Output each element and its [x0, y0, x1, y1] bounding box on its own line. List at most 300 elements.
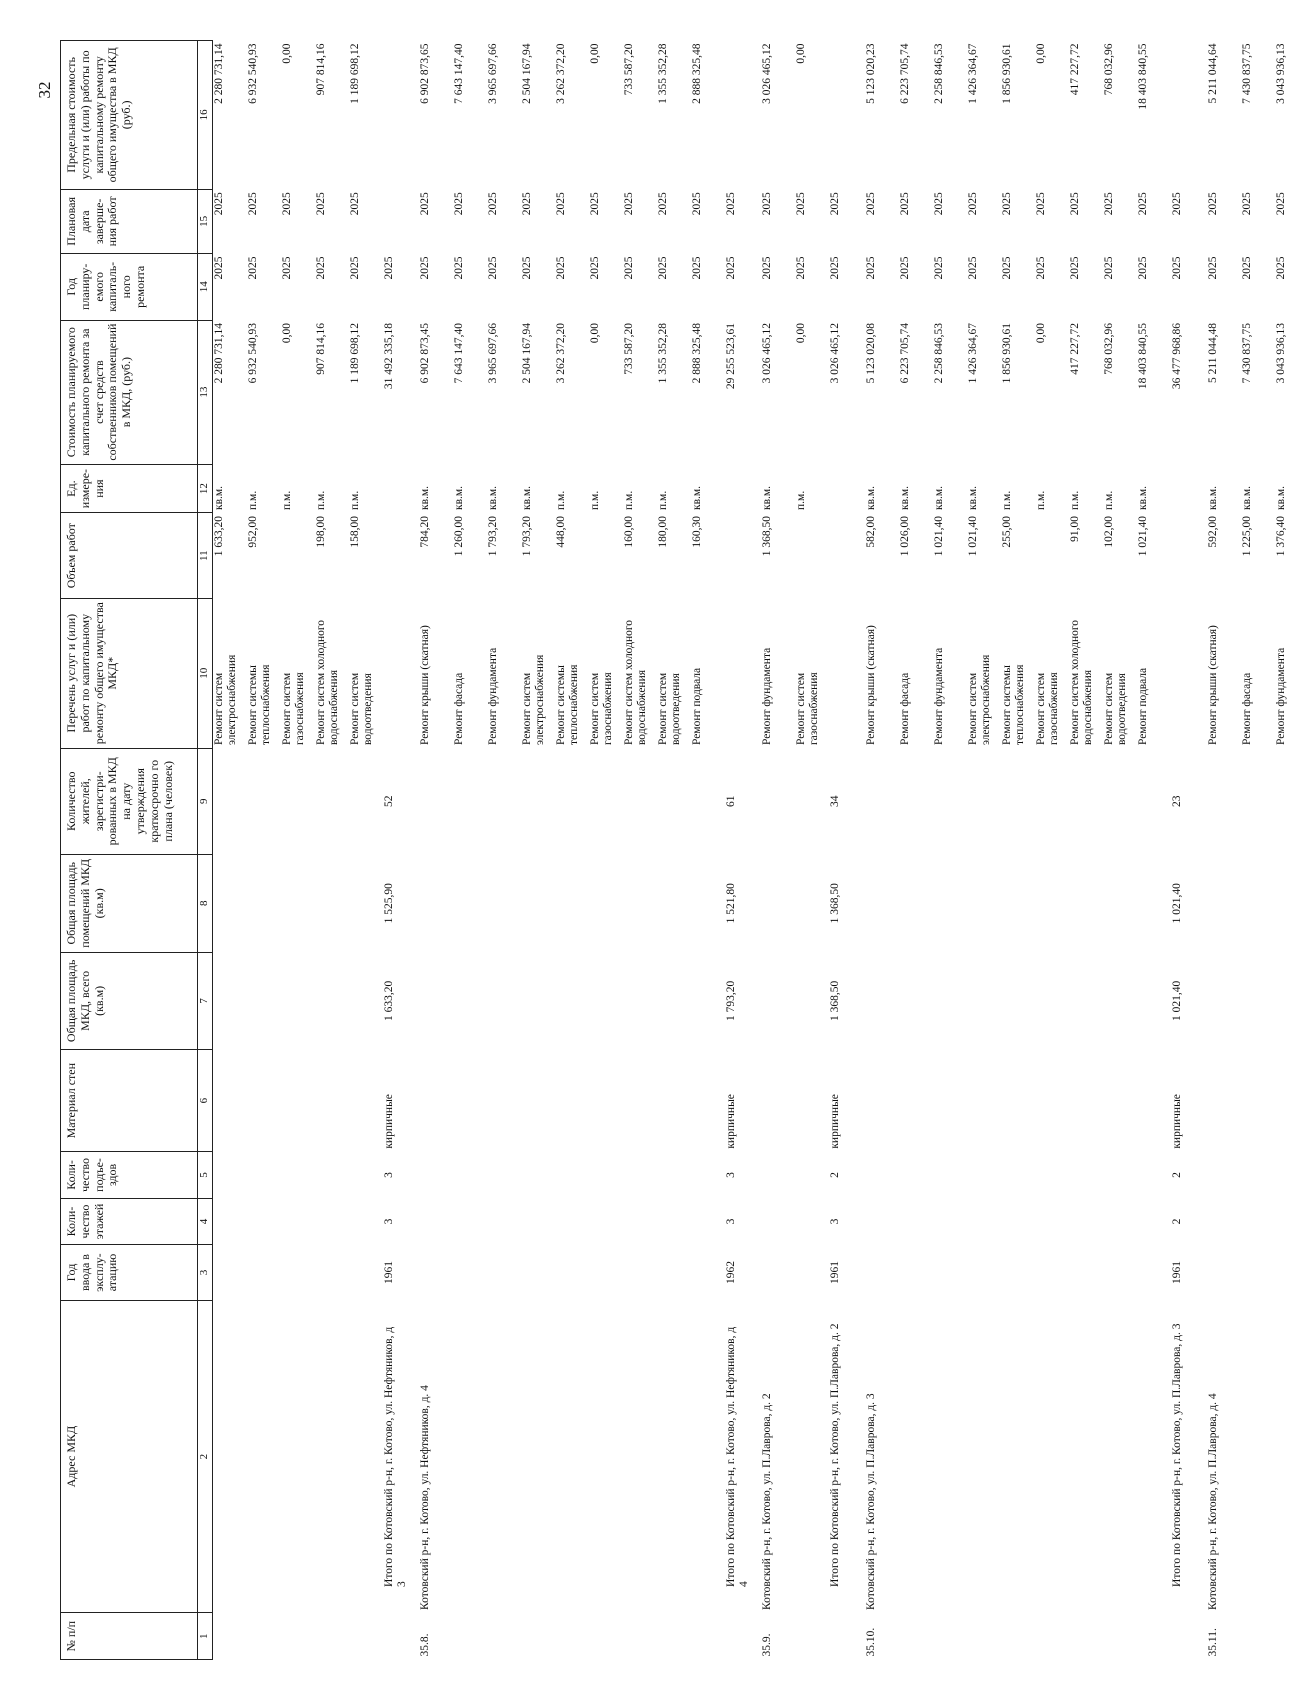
- cell-planned-year: 2025: [213, 256, 225, 280]
- address-line: Котовский р-н, г. Котово, ул. П.Лаврова, д. 4: [1206, 1393, 1219, 1610]
- cell-total-area: [967, 952, 1001, 1050]
- work-type-line: Ремонт систем: [656, 672, 669, 746]
- cell-living-area: [1241, 855, 1275, 953]
- table-row: [315, 41, 349, 1660]
- work-type-line: Ремонт крыши (скатная): [864, 625, 877, 746]
- cell-wall-material: [899, 1050, 933, 1152]
- work-type-line: водоотведения: [1115, 673, 1128, 746]
- cell-completion-year: 2025: [864, 192, 877, 216]
- cell-address: [691, 1300, 725, 1613]
- cell-row-number: 35.8.: [418, 1633, 431, 1657]
- cell-volume: 1 225,00: [1240, 515, 1253, 557]
- cell-max-cost: 768 032,96: [1102, 43, 1115, 96]
- table-row: [589, 41, 623, 1660]
- cell-residents: [315, 748, 349, 854]
- work-type-line: газоснабжения: [807, 672, 820, 746]
- column-number-10: 10: [198, 598, 213, 748]
- cell-wall-material: [1103, 1050, 1137, 1152]
- cell-max-cost: 18 403 840,55: [1136, 43, 1149, 110]
- column-number-9: 9: [198, 748, 213, 854]
- cell-work-type: [933, 598, 967, 748]
- cell-planned-year: 2025: [554, 256, 567, 280]
- cell-total-area: [795, 952, 829, 1050]
- cell-unit: [383, 464, 419, 513]
- table-row: [795, 41, 829, 1660]
- cell-work-type: [1137, 598, 1171, 748]
- table-header: [61, 41, 213, 1660]
- cell-work-type: [691, 598, 725, 748]
- cell-unit: кв.м.: [898, 485, 911, 510]
- table-row: [487, 41, 521, 1660]
- cell-residents: [967, 748, 1001, 854]
- cell-residents: [419, 748, 453, 854]
- cell-residents: [453, 748, 487, 854]
- cell-entrances: [419, 1152, 453, 1199]
- cell-completion-year: 2025: [520, 192, 533, 216]
- cell-planned-cost: 1 189 698,12: [348, 323, 361, 384]
- cell-total-area: [1001, 952, 1035, 1050]
- cell-unit: кв.м.: [1240, 485, 1253, 510]
- cell-year-built: [315, 1245, 349, 1300]
- cell-total-area: 1 633,20: [382, 980, 395, 1021]
- cell-completion-year: [383, 189, 419, 253]
- cell-row-number: 35.10.: [864, 1627, 877, 1657]
- cell-max-cost: 2 888 325,48: [690, 43, 703, 104]
- cell-residents: 52: [382, 795, 395, 808]
- table-row: [349, 41, 383, 1660]
- cell-living-area: [247, 855, 281, 953]
- cell-planned-year: 2025: [1000, 256, 1013, 280]
- cell-entrances: [657, 1152, 691, 1199]
- cell-row-number: [1171, 1613, 1207, 1660]
- cell-volume: [829, 513, 865, 598]
- cell-living-area: [1069, 855, 1103, 953]
- cell-work-type: [1171, 598, 1207, 748]
- cell-completion-year: 2025: [656, 192, 669, 216]
- cell-year-built: 1961: [1170, 1261, 1183, 1285]
- cell-work-type: [657, 598, 691, 748]
- column-header-6: Материал стен: [61, 1050, 198, 1152]
- cell-completion-year: 2025: [588, 192, 601, 216]
- cell-volume: 1 021,40: [1136, 515, 1149, 557]
- work-type-line: теплоснабжения: [259, 664, 272, 746]
- cell-entrances: [589, 1152, 623, 1199]
- column-number-11: 11: [198, 513, 213, 598]
- table-row: [453, 41, 487, 1660]
- cell-address: [761, 1300, 795, 1613]
- cell-unit: кв.м.: [1136, 485, 1149, 510]
- cell-unit: п.м.: [622, 490, 635, 510]
- column-number-13: 13: [198, 320, 213, 464]
- cell-completion-year: 2025: [348, 192, 361, 216]
- cell-wall-material: [281, 1050, 315, 1152]
- cell-floors: [795, 1198, 829, 1245]
- cell-year-built: [691, 1245, 725, 1300]
- cell-max-cost: 0,00: [794, 43, 807, 64]
- cell-volume: 448,00: [554, 515, 567, 548]
- work-type-line: Ремонт систем холодного: [1068, 619, 1081, 746]
- cell-year-built: [1103, 1245, 1137, 1300]
- work-type-line: Ремонт фундамента: [486, 647, 499, 746]
- work-type-line: Ремонт систем: [1034, 672, 1047, 746]
- address-line: Котовский р-н, г. Котово, ул. П.Лаврова, д. 3: [864, 1393, 877, 1610]
- cell-volume: 198,00: [314, 515, 327, 548]
- cell-max-cost: [725, 41, 761, 190]
- cell-address: [1207, 1300, 1241, 1613]
- cell-planned-year: 2025: [1274, 256, 1287, 280]
- cell-planned-cost: 31 492 335,18: [382, 323, 395, 390]
- cell-volume: 582,00: [864, 515, 877, 548]
- cell-max-cost: 6 932 540,93: [246, 43, 259, 104]
- table-row: [865, 41, 899, 1660]
- cell-wall-material: [933, 1050, 967, 1152]
- cell-completion-year: 2025: [213, 192, 225, 216]
- cell-floors: [555, 1198, 589, 1245]
- cell-wall-material: [623, 1050, 657, 1152]
- cell-volume: 180,00: [656, 515, 669, 548]
- cell-completion-year: 2025: [1274, 192, 1287, 216]
- cell-residents: 61: [724, 795, 737, 808]
- cell-floors: [487, 1198, 521, 1245]
- column-header-7: Общая площадь МКД, всего (кв.м): [61, 952, 198, 1050]
- column-number-12: 12: [198, 464, 213, 513]
- cell-living-area: [623, 855, 657, 953]
- cell-residents: [657, 748, 691, 854]
- cell-max-cost: 5 211 044,64: [1206, 43, 1219, 104]
- table-row: [761, 41, 795, 1660]
- cell-entrances: [521, 1152, 555, 1199]
- cell-living-area: [1001, 855, 1035, 953]
- column-number-14: 14: [198, 254, 213, 321]
- cell-volume: [725, 513, 761, 598]
- cell-wall-material: [865, 1050, 899, 1152]
- cell-row-number: [281, 1613, 315, 1660]
- address-line: Котовский р-н, г. Котово, ул. П.Лаврова, д. 2: [760, 1393, 773, 1610]
- work-type-line: Ремонт фундамента: [760, 647, 773, 746]
- cell-floors: [247, 1198, 281, 1245]
- cell-total-area: [1241, 952, 1275, 1050]
- cell-volume: [1171, 513, 1207, 598]
- cell-address: [795, 1300, 829, 1613]
- cell-planned-cost: 3 026 465,12: [760, 323, 773, 384]
- cell-living-area: [967, 855, 1001, 953]
- cell-entrances: [487, 1152, 521, 1199]
- cell-total-area: [1275, 952, 1309, 1050]
- cell-living-area: [349, 855, 383, 953]
- cell-max-cost: 3 026 465,12: [760, 43, 773, 104]
- cell-floors: 2: [1170, 1218, 1183, 1225]
- cell-planned-year: 2025: [828, 256, 841, 280]
- cell-residents: [281, 748, 315, 854]
- table-row: [829, 41, 865, 1660]
- cell-planned-cost: 0,00: [794, 323, 807, 344]
- cell-planned-year: 2025: [1206, 256, 1219, 280]
- cell-total-area: [487, 952, 521, 1050]
- cell-entrances: [213, 1152, 247, 1199]
- cell-residents: [521, 748, 555, 854]
- cell-floors: [1207, 1198, 1241, 1245]
- cell-planned-year: 2025: [1240, 256, 1253, 280]
- table-row: [419, 41, 453, 1660]
- cell-floors: [419, 1198, 453, 1245]
- cell-planned-cost: 0,00: [1034, 323, 1047, 344]
- work-type-line: теплоснабжения: [1013, 664, 1026, 746]
- cell-completion-year: 2025: [1068, 192, 1081, 216]
- cell-volume: 1 633,20: [213, 515, 225, 557]
- cell-entrances: [453, 1152, 487, 1199]
- cell-unit: п.м.: [314, 490, 327, 510]
- cell-volume: 160,00: [622, 515, 635, 548]
- cell-unit: кв.м.: [1206, 485, 1219, 510]
- cell-residents: [589, 748, 623, 854]
- cell-total-area: 1 368,50: [828, 980, 841, 1021]
- cell-planned-cost: 7 430 837,75: [1240, 323, 1253, 384]
- cell-entrances: [281, 1152, 315, 1199]
- cell-row-number: [623, 1613, 657, 1660]
- cell-year-built: [487, 1245, 521, 1300]
- cell-max-cost: 6 902 873,65: [418, 43, 431, 104]
- column-header-8: Общая площадь помещений МКД (кв.м): [61, 855, 198, 953]
- table-row: [383, 41, 419, 1660]
- cell-address: [419, 1300, 453, 1613]
- cell-entrances: [691, 1152, 725, 1199]
- table-row: [1069, 41, 1103, 1660]
- cell-max-cost: [1171, 41, 1207, 190]
- cell-work-type: [315, 598, 349, 748]
- cell-max-cost: 2 280 731,14: [213, 43, 225, 104]
- cell-residents: [1241, 748, 1275, 854]
- cell-address: [1001, 1300, 1035, 1613]
- cell-unit: п.м.: [656, 490, 669, 510]
- cell-completion-year: 2025: [932, 192, 945, 216]
- cell-wall-material: [1001, 1050, 1035, 1152]
- cell-living-area: [487, 855, 521, 953]
- cell-work-type: [725, 598, 761, 748]
- cell-unit: [725, 464, 761, 513]
- cell-planned-year: 2025: [452, 256, 465, 280]
- cell-address: [383, 1300, 419, 1613]
- cell-entrances: [349, 1152, 383, 1199]
- cell-unit: кв.м.: [864, 485, 877, 510]
- cell-wall-material: кирпичные: [382, 1094, 395, 1149]
- cell-address: [589, 1300, 623, 1613]
- table-row: [691, 41, 725, 1660]
- cell-completion-year: 2025: [554, 192, 567, 216]
- column-number-1: 1: [198, 1613, 213, 1660]
- work-type-line: электроснабжения: [533, 654, 546, 746]
- cell-entrances: [1137, 1152, 1171, 1199]
- table-row: [899, 41, 933, 1660]
- table-row: [1001, 41, 1035, 1660]
- cell-residents: [691, 748, 725, 854]
- address-line: 3: [395, 1581, 408, 1587]
- column-number-7: 7: [198, 952, 213, 1050]
- cell-planned-year: 2025: [348, 256, 361, 280]
- cell-wall-material: [521, 1050, 555, 1152]
- column-header-9: Количество жителей, зарегистри-рованных в МКД на дату утверждения краткосрочно го плана (человек): [61, 748, 198, 854]
- table-row: [1275, 41, 1309, 1660]
- table-row: [933, 41, 967, 1660]
- work-type-line: Ремонт системы: [554, 665, 567, 746]
- cell-year-built: [623, 1245, 657, 1300]
- table-row: [521, 41, 555, 1660]
- cell-residents: [1137, 748, 1171, 854]
- cell-year-built: [1001, 1245, 1035, 1300]
- cell-entrances: [865, 1152, 899, 1199]
- cell-address: [1137, 1300, 1171, 1613]
- cell-residents: [555, 748, 589, 854]
- cell-total-area: [247, 952, 281, 1050]
- cell-address: [453, 1300, 487, 1613]
- cell-residents: [795, 748, 829, 854]
- cell-address: [1069, 1300, 1103, 1613]
- cell-year-built: [967, 1245, 1001, 1300]
- table-row: [555, 41, 589, 1660]
- cell-year-built: [657, 1245, 691, 1300]
- cell-year-built: [761, 1245, 795, 1300]
- cell-floors: [349, 1198, 383, 1245]
- cell-year-built: [1137, 1245, 1171, 1300]
- cell-row-number: [829, 1613, 865, 1660]
- cell-unit: п.м.: [1034, 490, 1047, 510]
- cell-volume: 160,30: [690, 515, 703, 548]
- cell-floors: [691, 1198, 725, 1245]
- cell-max-cost: 1 856 930,61: [1000, 43, 1013, 104]
- cell-year-built: [795, 1245, 829, 1300]
- cell-planned-year: 2025: [520, 256, 533, 280]
- cell-completion-year: 2025: [690, 192, 703, 216]
- cell-living-area: [1035, 855, 1069, 953]
- cell-floors: [1035, 1198, 1069, 1245]
- cell-living-area: [1207, 855, 1241, 953]
- cell-work-type: [761, 598, 795, 748]
- cell-unit: кв.м.: [520, 485, 533, 510]
- cell-work-type: [589, 598, 623, 748]
- cell-planned-cost: 5 123 020,08: [864, 323, 877, 384]
- cell-total-area: [623, 952, 657, 1050]
- cell-row-number: [967, 1613, 1001, 1660]
- cell-wall-material: [1069, 1050, 1103, 1152]
- cell-planned-year: 2025: [932, 256, 945, 280]
- cell-max-cost: [829, 41, 865, 190]
- cell-volume: 1 793,20: [486, 515, 499, 557]
- column-header-1: № п/п: [61, 1613, 198, 1660]
- cell-residents: [865, 748, 899, 854]
- cell-address: [1275, 1300, 1309, 1613]
- column-header-4: Коли-чество этажей: [61, 1198, 198, 1245]
- cell-volume: 952,00: [246, 515, 259, 548]
- cell-volume: 1 376,40: [1274, 515, 1287, 557]
- cell-volume: 102,00: [1102, 515, 1115, 548]
- cell-floors: [1241, 1198, 1275, 1245]
- cell-planned-cost: 6 223 705,74: [898, 323, 911, 384]
- address-line: Котовский р-н, г. Котово, ул. Нефтяников, д. 4: [418, 1385, 431, 1610]
- work-type-line: водоснабжения: [635, 669, 648, 746]
- cell-year-built: 1961: [382, 1261, 395, 1285]
- cell-living-area: [657, 855, 691, 953]
- cell-total-area: [761, 952, 795, 1050]
- cell-row-number: [521, 1613, 555, 1660]
- cell-row-number: [1103, 1613, 1137, 1660]
- cell-floors: [281, 1198, 315, 1245]
- cell-total-area: [453, 952, 487, 1050]
- column-number-3: 3: [198, 1245, 213, 1300]
- cell-living-area: [899, 855, 933, 953]
- cell-wall-material: [657, 1050, 691, 1152]
- work-type-line: Ремонт систем холодного: [314, 619, 327, 746]
- cell-unit: п.м.: [1102, 490, 1115, 510]
- table-row: [281, 41, 315, 1660]
- work-type-line: электроснабжения: [226, 654, 239, 746]
- cell-max-cost: 7 430 837,75: [1240, 43, 1253, 104]
- cell-completion-year: 2025: [622, 192, 635, 216]
- cell-year-built: [419, 1245, 453, 1300]
- cell-row-number: [691, 1613, 725, 1660]
- cell-floors: 3: [724, 1218, 737, 1225]
- cell-work-type: [453, 598, 487, 748]
- cell-floors: [657, 1198, 691, 1245]
- column-header-2: Адрес МКД: [61, 1300, 198, 1613]
- cell-living-area: 1 368,50: [828, 883, 841, 924]
- cell-row-number: [899, 1613, 933, 1660]
- cell-total-area: [213, 952, 247, 1050]
- cell-unit: кв.м.: [213, 485, 225, 510]
- work-type-line: водоотведения: [669, 673, 682, 746]
- cell-completion-year: 2025: [314, 192, 327, 216]
- cell-wall-material: кирпичные: [724, 1094, 737, 1149]
- table-row: [213, 41, 247, 1660]
- cell-completion-year: 2025: [486, 192, 499, 216]
- cell-unit: кв.м.: [486, 485, 499, 510]
- column-number-4: 4: [198, 1198, 213, 1245]
- cell-unit: п.м.: [280, 490, 293, 510]
- table-row: [657, 41, 691, 1660]
- table-row: [1207, 41, 1241, 1660]
- cell-year-built: [281, 1245, 315, 1300]
- cell-volume: [589, 513, 623, 598]
- cell-completion-year: 2025: [1240, 192, 1253, 216]
- cell-volume: [1035, 513, 1069, 598]
- cell-unit: кв.м.: [418, 485, 431, 510]
- cell-residents: [1275, 748, 1309, 854]
- cell-work-type: [1241, 598, 1275, 748]
- cell-planned-cost: 1 426 364,67: [966, 323, 979, 384]
- cell-unit: п.м.: [246, 490, 259, 510]
- cell-max-cost: 1 426 364,67: [966, 43, 979, 104]
- cell-completion-year: 2025: [966, 192, 979, 216]
- cell-work-type: [865, 598, 899, 748]
- cell-max-cost: 2 258 846,53: [932, 43, 945, 104]
- cell-row-number: [349, 1613, 383, 1660]
- cell-total-area: [1103, 952, 1137, 1050]
- work-type-line: Ремонт системы: [246, 665, 259, 746]
- address-line: 4: [737, 1581, 750, 1587]
- cell-wall-material: [1207, 1050, 1241, 1152]
- cell-completion-year: 2025: [760, 192, 773, 216]
- cell-planned-cost: 29 255 523,61: [724, 323, 737, 390]
- cell-volume: 1 793,20: [520, 515, 533, 557]
- cell-work-type: [555, 598, 589, 748]
- cell-planned-year: 2025: [418, 256, 431, 280]
- column-header-16: Предельная стоимость услуги и (или) работы по капитальному ремонту общего имущества в МКД (руб.): [61, 41, 198, 190]
- cell-living-area: [589, 855, 623, 953]
- column-number-8: 8: [198, 855, 213, 953]
- table-row: [1103, 41, 1137, 1660]
- cell-address: [967, 1300, 1001, 1613]
- cell-residents: [349, 748, 383, 854]
- cell-address: [865, 1300, 899, 1613]
- cell-unit: п.м.: [1068, 490, 1081, 510]
